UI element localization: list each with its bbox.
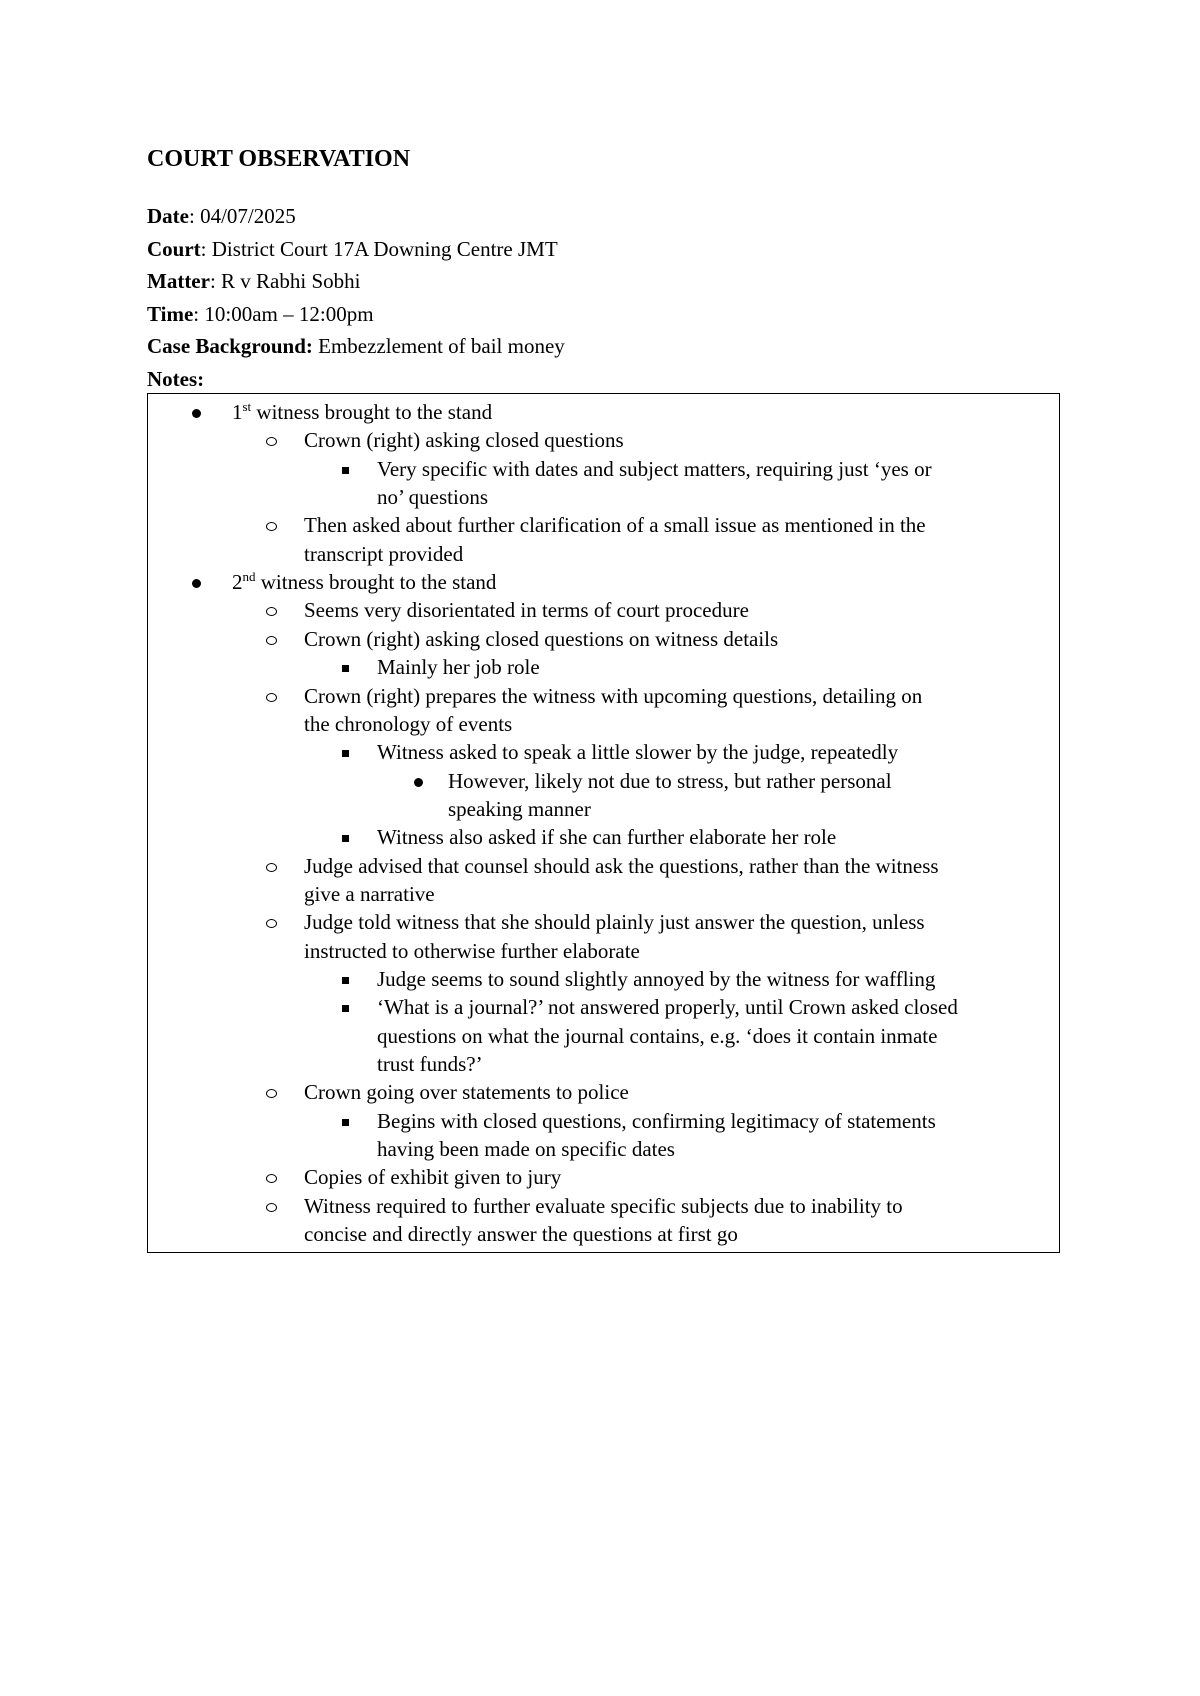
bullet-circle-icon: [266, 693, 277, 702]
note-line-level-2: concise and directly answer the questions at first go: [304, 1222, 738, 1247]
bullet-circle-icon: [266, 522, 277, 531]
bullet-dot-icon: [192, 409, 201, 418]
note-line-level-2: Seems very disorientated in terms of court procedure: [304, 598, 749, 623]
note-line-level-4: However, likely not due to stress, but rather personal: [448, 768, 892, 793]
note-line-level-2: Witness required to further evaluate specific subjects due to inability to: [304, 1193, 903, 1218]
field-label: Time: [147, 301, 194, 326]
note-line-level-3: Judge seems to sound slightly annoyed by the witness for waffling: [377, 967, 936, 991]
bullet-circle-icon: [266, 919, 277, 928]
bullet-circle-icon: [266, 863, 277, 872]
field-row: [147, 330, 565, 363]
field-value: Embezzlement of bail money: [318, 334, 565, 358]
field-label: Notes:: [147, 366, 205, 391]
field-separator: :: [193, 301, 205, 326]
note-line-level-2: Copies of exhibit given to jury: [304, 1165, 562, 1190]
bullet-circle-icon: [266, 1203, 277, 1212]
note-line-level-3: Very specific with dates and subject matters, requiring just ‘yes or: [377, 456, 932, 481]
field-row: [147, 298, 565, 331]
bullet-square-icon: [342, 835, 349, 842]
note-line-level-2: Judge advised that counsel should ask the questions, rather than the witness: [304, 853, 939, 878]
field-separator: :: [188, 204, 201, 228]
note-line-level-2: Judge told witness that she should plainly just answer the question, unless: [304, 910, 925, 935]
field-label: Court: [147, 236, 201, 261]
note-line-level-3: Witness asked to speak a little slower by the judge, repeatedly: [377, 740, 899, 765]
ordinal-number: 1: [232, 400, 243, 424]
field-separator: :: [209, 269, 222, 293]
field-row: [147, 200, 565, 233]
note-line-level-3: no’ questions: [377, 485, 489, 510]
case-details: [147, 200, 565, 395]
field-value: District Court 17A Downing Centre JMT: [211, 236, 558, 261]
bullet-dot-icon: [192, 579, 201, 588]
field-label: Date: [147, 204, 189, 228]
bullet-square-icon: [342, 1119, 349, 1126]
ordinal-number: 2: [232, 570, 243, 595]
note-text: witness brought to the stand: [260, 570, 497, 595]
note-line-level-4: speaking manner: [448, 796, 591, 821]
note-line-level-2: Crown going over statements to police: [304, 1080, 629, 1105]
note-text: witness brought to the stand: [256, 400, 493, 424]
field-label: Case Background:: [147, 334, 313, 358]
note-line-level-3: ‘What is a journal?’ not answered properly, until Crown asked closed: [377, 995, 958, 1020]
bullet-circle-icon: [266, 437, 277, 446]
bullet-circle-icon: [266, 607, 277, 616]
note-line-level-2: Crown (right) prepares the witness with upcoming questions, detailing on: [304, 683, 923, 708]
field-label: Matter: [147, 269, 210, 293]
ordinal-suffix: st: [242, 399, 252, 414]
note-line-level-3: Begins with closed questions, confirming legitimacy of statements: [377, 1108, 936, 1133]
note-line-level-2: transcript provided: [304, 541, 464, 566]
bullet-square-icon: [342, 467, 349, 474]
bullet-circle-icon: [266, 1174, 277, 1183]
field-value: R v Rabhi Sobhi: [221, 269, 361, 293]
notes-box: [147, 393, 1060, 1253]
field-separator: :: [200, 236, 212, 261]
field-row: [147, 363, 565, 396]
bullet-square-icon: [342, 750, 349, 757]
note-line-level-3: questions on what the journal contains, e.g. ‘does it contain inmate: [377, 1023, 938, 1048]
field-value: 10:00am – 12:00pm: [204, 301, 374, 326]
bullet-circle-icon: [266, 1089, 277, 1098]
note-line-level-2: give a narrative: [304, 881, 435, 906]
note-line-level-3: having been made on specific dates: [377, 1137, 675, 1162]
field-value: 04/07/2025: [200, 204, 296, 228]
note-line-level-1: [232, 568, 496, 596]
bullet-circle-icon: [266, 636, 277, 645]
note-line-level-1: [232, 398, 492, 426]
note-line-level-2: Crown (right) asking closed questions on witness details: [304, 626, 779, 651]
bullet-square-icon: [342, 1005, 349, 1012]
field-row: [147, 265, 565, 298]
ordinal-suffix: nd: [242, 569, 256, 585]
bullet-square-icon: [342, 977, 349, 984]
note-line-level-3: Witness also asked if she can further elaborate her role: [377, 825, 837, 850]
note-line-level-2: Then asked about further clarification of a small issue as mentioned in the: [304, 513, 926, 538]
document-title: COURT OBSERVATION: [147, 146, 411, 172]
field-row: [147, 233, 565, 266]
note-line-level-2: the chronology of events: [304, 711, 513, 736]
note-line-level-3: Mainly her job role: [377, 655, 540, 680]
note-line-level-3: trust funds?’: [377, 1052, 483, 1077]
bullet-square-icon: [342, 665, 349, 672]
note-line-level-2: instructed to otherwise further elaborate: [304, 938, 640, 963]
bullet-dot-icon: [414, 778, 423, 787]
note-line-level-2: Crown (right) asking closed questions: [304, 428, 624, 453]
